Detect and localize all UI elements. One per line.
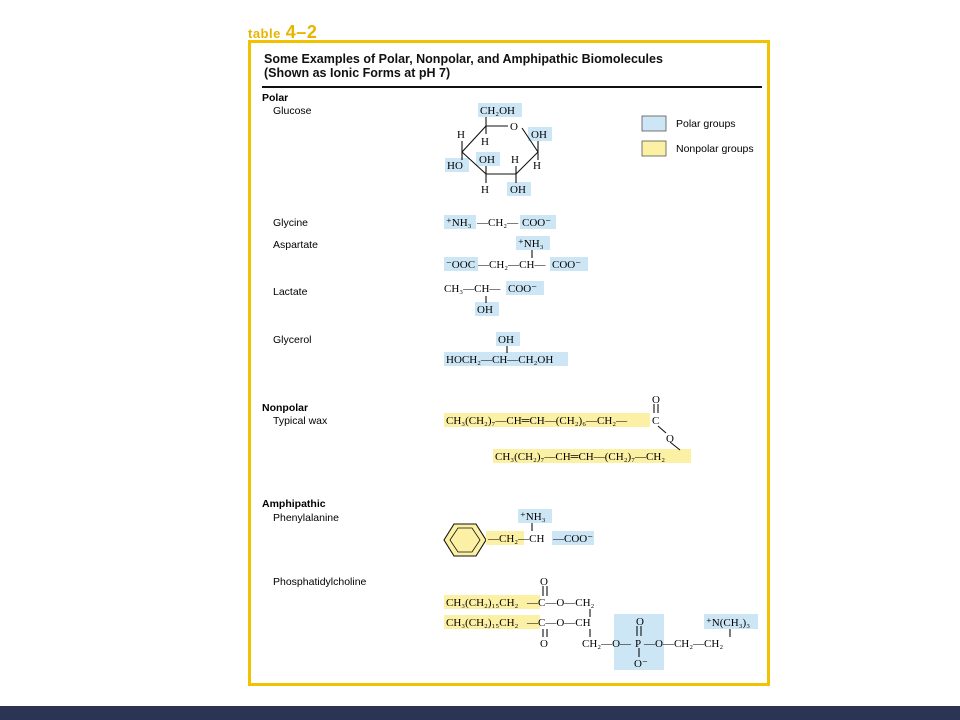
glucose-oh-mid: OH — [479, 154, 495, 166]
glucose-label: Glucose — [273, 105, 312, 117]
pc-carbonyl-o2: O — [540, 638, 548, 650]
lactate-oh: OH — [477, 304, 493, 316]
section-nonpolar: Nonpolar — [262, 402, 309, 414]
phosphatidylcholine-label: Phosphatidylcholine — [273, 576, 367, 588]
polar-legend-label: Polar groups — [676, 118, 736, 130]
pc-ester-2: —C—O—CH — [527, 617, 591, 629]
glycerol-structure — [444, 332, 568, 366]
nonpolar-legend-label: Nonpolar groups — [676, 143, 754, 155]
wax-ester-oxygen: O — [666, 433, 674, 445]
pc-phosphate-o-top: O — [636, 616, 644, 628]
lactate-chain: CH₃—CH— — [444, 283, 501, 295]
glucose-oh-right: OH — [531, 129, 547, 141]
aspartate-coo: COO⁻ — [552, 259, 582, 271]
polar-legend-swatch — [642, 116, 666, 131]
pc-choline-linker: —O—CH₂—CH₂ — [644, 638, 724, 650]
pc-tail-2: CH₃(CH₂)₁₅CH₂ — [446, 617, 519, 629]
table-number: 4–2 — [285, 22, 318, 42]
pc-phosphorus: P — [635, 638, 642, 650]
glucose-ring-oxygen: O — [510, 121, 518, 133]
table-word: table — [248, 26, 281, 41]
glycine-nh3: ⁺NH₃ — [446, 217, 472, 229]
aspartate-nh3: ⁺NH₃ — [518, 238, 544, 250]
glucose-ch2oh: CH₂OH — [480, 105, 516, 117]
wax-chain-1: CH₃(CH₂)₇—CH═CH—(CH₂)₆—CH₂— — [446, 415, 628, 427]
aspartate-ooc: ⁻OOC — [446, 259, 476, 271]
phenylalanine-nh3: ⁺NH₃ — [520, 511, 546, 523]
glycerol-chain: HOCH₂—CH—CH₂OH — [446, 354, 554, 366]
glycine-coo: COO⁻ — [522, 217, 552, 229]
glycerol-label: Glycerol — [273, 334, 312, 346]
glycerol-oh: OH — [498, 334, 514, 346]
glucose-h-left: H — [457, 129, 465, 141]
glucose-ho-left: HO — [447, 160, 463, 172]
pc-ester-1: —C—O—CH₂ — [527, 597, 595, 609]
pc-glycerol-ch2: CH₂—O— — [582, 638, 632, 650]
footer-bar — [0, 706, 960, 720]
glucose-h-mid: H — [511, 154, 519, 166]
nonpolar-legend-swatch — [642, 141, 666, 156]
lactate-structure — [444, 281, 544, 316]
section-amphipathic: Amphipathic — [262, 498, 326, 510]
wax-carbonyl-oxygen: O — [652, 394, 660, 406]
phenylalanine-structure — [444, 509, 594, 556]
glucose-h-right: H — [533, 160, 541, 172]
aspartate-chain: —CH₂—CH— — [478, 259, 546, 271]
lactate-coo: COO⁻ — [508, 283, 538, 295]
phenylalanine-label: Phenylalanine — [273, 512, 339, 524]
section-polar: Polar — [262, 92, 289, 104]
wax-carbon: C — [652, 415, 660, 427]
wax-structure — [444, 394, 691, 463]
aspartate-label: Aspartate — [273, 239, 318, 251]
glycine-ch2: —CH₂— — [477, 217, 519, 229]
phenylalanine-chain: —CH₂—CH — [488, 533, 545, 545]
pc-choline-head: ⁺N(CH₃)₃ — [706, 617, 751, 629]
aspartate-structure — [444, 236, 588, 271]
glucose-oh-bottom: OH — [510, 184, 526, 196]
glycine-structure — [444, 215, 556, 229]
title-line-1: Some Examples of Polar, Nonpolar, and Amphipathic Biomolecules — [264, 52, 663, 66]
lactate-label: Lactate — [273, 286, 308, 298]
glycine-label: Glycine — [273, 217, 309, 229]
glucose-h-top: H — [481, 136, 489, 148]
title-line-2: (Shown as Ionic Forms at pH 7) — [264, 66, 451, 80]
phenylalanine-coo: —COO⁻ — [553, 533, 594, 545]
pc-carbonyl-o1: O — [540, 576, 548, 588]
phosphatidylcholine-structure — [444, 576, 758, 670]
pc-phosphate-o-bottom: O⁻ — [634, 658, 648, 670]
glucose-h-bottom: H — [481, 184, 489, 196]
wax-label: Typical wax — [273, 415, 328, 427]
pc-tail-1: CH₃(CH₂)₁₅CH₂ — [446, 597, 519, 609]
glucose-structure — [445, 103, 552, 196]
wax-chain-2: CH₃(CH₂)₇—CH═CH—(CH₂)₇—CH₂ — [495, 451, 666, 463]
